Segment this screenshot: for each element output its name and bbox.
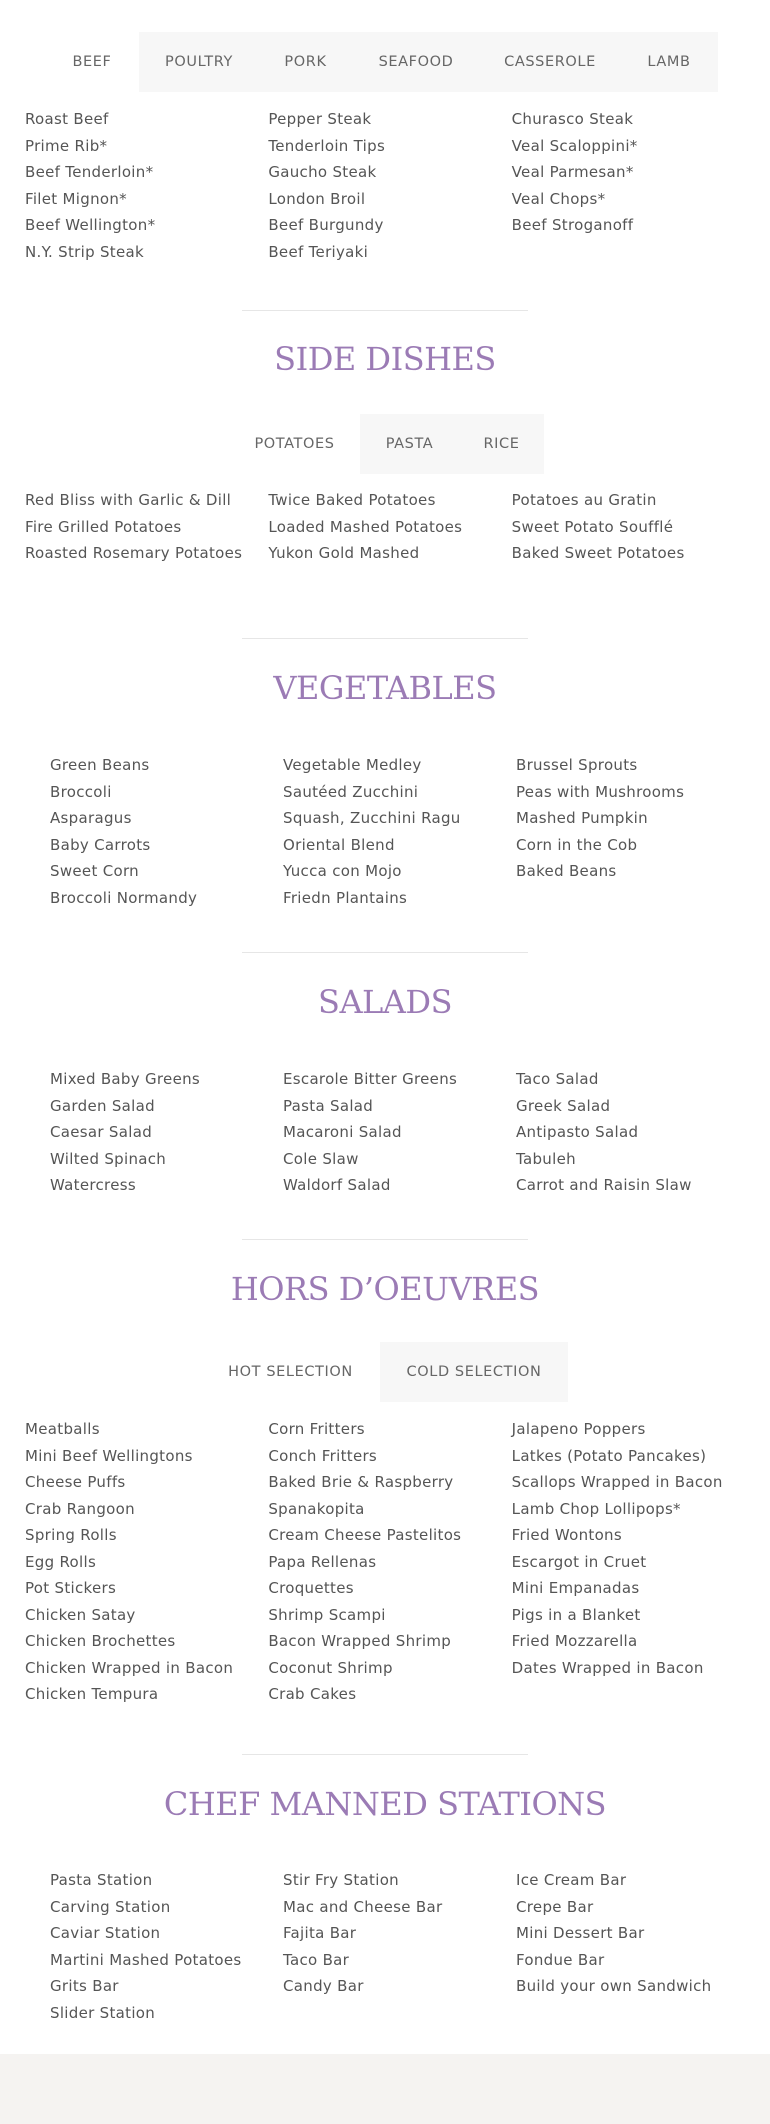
menu-item: Ice Cream Bar — [516, 1871, 627, 1889]
menu-item: Filet Mignon* — [25, 189, 127, 208]
menu-item: Mixed Baby Greens — [50, 1070, 201, 1088]
chef-stations-column-1 — [50, 1867, 283, 2026]
chef-stations-list — [50, 1867, 750, 2026]
menu-item: Yucca con Mojo — [283, 862, 402, 880]
menu-item: Egg Rolls — [25, 1552, 97, 1571]
menu-item: Veal Parmesan* — [511, 163, 634, 181]
menu-item: Antipasto Salad — [516, 1123, 639, 1141]
menu-item: Roast Beef — [25, 110, 109, 128]
menu-item: Candy Bar — [283, 1977, 364, 1995]
menu-item: Fondue Bar — [516, 1950, 605, 1969]
tab-poultry[interactable]: POULTRY — [139, 32, 259, 92]
tab-casserole[interactable]: CASSEROLE — [480, 32, 620, 92]
side-dishes-tabs — [229, 414, 544, 474]
menu-item: Broccoli — [50, 782, 112, 801]
section-divider — [242, 638, 528, 639]
menu-item: Green Beans — [50, 756, 150, 774]
menu-item: Baked Beans — [516, 862, 617, 880]
hors-doeuvres-column-2 — [268, 1416, 511, 1708]
salads-column-1 — [50, 1066, 283, 1199]
salads-column-3 — [516, 1066, 749, 1199]
menu-item: Crepe Bar — [516, 1897, 594, 1916]
menu-item: Peas with Mushrooms — [516, 782, 685, 801]
menu-item: Fire Grilled Potatoes — [25, 517, 182, 536]
side-dishes-list — [25, 487, 755, 567]
menu-item: Beef Tenderloin* — [25, 163, 154, 181]
menu-item: Potatoes au Gratin — [511, 491, 657, 509]
hors-doeuvres-tabs — [201, 1342, 568, 1402]
menu-item: Caesar Salad — [50, 1123, 153, 1141]
vegetables-column-3 — [516, 752, 749, 911]
menu-item: Pepper Steak — [268, 110, 372, 128]
tab-seafood[interactable]: SEAFOOD — [352, 32, 480, 92]
menu-item: Greek Salad — [516, 1096, 611, 1115]
menu-item: Macaroni Salad — [283, 1123, 402, 1141]
menu-item: Carrot and Raisin Slaw — [516, 1176, 692, 1194]
menu-item: Sautéed Zucchini — [283, 782, 419, 801]
menu-item: Pasta Salad — [283, 1096, 374, 1115]
menu-item: Papa Rellenas — [268, 1552, 377, 1571]
menu-item: Beef Burgundy — [268, 216, 384, 234]
menu-item: Cream Cheese Pastelitos — [268, 1526, 462, 1544]
menu-item: Beef Teriyaki — [268, 242, 369, 261]
menu-item: Veal Chops* — [511, 189, 606, 208]
section-divider — [242, 1239, 528, 1240]
side-dishes-column-1 — [25, 487, 268, 567]
menu-item: Loaded Mashed Potatoes — [268, 517, 463, 536]
salads-list — [50, 1066, 750, 1199]
menu-item: Martini Mashed Potatoes — [50, 1950, 242, 1969]
menu-item: Cheese Puffs — [25, 1473, 126, 1491]
menu-item: N.Y. Strip Steak — [25, 242, 144, 261]
menu-item: Sweet Potato Soufflé — [511, 517, 674, 536]
menu-item: Slider Station — [50, 2003, 156, 2022]
menu-item: Baby Carrots — [50, 835, 151, 854]
menu-item: Taco Bar — [283, 1950, 350, 1969]
menu-item: London Broil — [268, 189, 366, 208]
menu-item: Gaucho Steak — [268, 163, 377, 181]
vegetables-column-1 — [50, 752, 283, 911]
tab-hot-selection[interactable]: HOT SELECTION — [201, 1342, 380, 1402]
menu-item: Conch Fritters — [268, 1446, 378, 1465]
menu-item: Baked Brie & Raspberry — [268, 1473, 454, 1491]
menu-item: Pot Stickers — [25, 1579, 117, 1597]
hors-doeuvres-title: HORS D’OEUVRES — [230, 1270, 540, 1308]
menu-item: Jalapeno Poppers — [511, 1420, 646, 1438]
menu-item: Tenderloin Tips — [268, 136, 386, 155]
tab-potatoes[interactable]: POTATOES — [229, 414, 360, 474]
tab-pork[interactable]: PORK — [259, 32, 352, 92]
vegetables-title: VEGETABLES — [273, 669, 497, 707]
menu-item: Latkes (Potato Pancakes) — [511, 1446, 707, 1465]
menu-item: Chicken Wrapped in Bacon — [25, 1658, 234, 1677]
menu-item: Escargot in Cruet — [511, 1552, 647, 1571]
section-divider — [242, 310, 528, 311]
menu-item: Lamb Chop Lollipops* — [511, 1499, 681, 1518]
menu-item: Carving Station — [50, 1897, 171, 1916]
menu-item: Meatballs — [25, 1420, 100, 1438]
tab-rice[interactable]: RICE — [459, 414, 544, 474]
beef-column-3 — [512, 106, 755, 265]
menu-item: Prime Rib* — [25, 136, 108, 155]
menu-item: Spanakopita — [268, 1499, 365, 1518]
beef-column-1 — [25, 106, 268, 265]
menu-item: Fried Wontons — [511, 1526, 622, 1544]
menu-item: Fried Mozzarella — [511, 1632, 638, 1650]
chef-stations-column-2 — [283, 1867, 516, 2026]
menu-item: Fajita Bar — [283, 1924, 357, 1942]
menu-item: Garden Salad — [50, 1096, 155, 1115]
menu-item: Build your own Sandwich — [516, 1977, 712, 1995]
menu-item: Caviar Station — [50, 1924, 161, 1942]
chef-stations-title: CHEF MANNED STATIONS — [163, 1785, 607, 1823]
section-divider — [242, 952, 528, 953]
side-dishes-column-2 — [268, 487, 511, 567]
menu-item: Spring Rolls — [25, 1526, 117, 1544]
beef-tabs — [45, 32, 718, 92]
menu-item: Squash, Zucchini Ragu — [283, 809, 461, 827]
menu-item: Coconut Shrimp — [268, 1658, 393, 1677]
menu-item: Taco Salad — [516, 1070, 599, 1088]
beef-list — [25, 106, 755, 265]
menu-item: Corn Fritters — [268, 1420, 365, 1438]
menu-item: Beef Wellington* — [25, 216, 156, 234]
hors-doeuvres-list — [25, 1416, 755, 1708]
menu-item: Pasta Station — [50, 1871, 153, 1889]
menu-item: Friedn Plantains — [283, 888, 408, 907]
beef-column-2 — [268, 106, 511, 265]
menu-item: Brussel Sprouts — [516, 756, 638, 774]
menu-item: Tabuleh — [516, 1149, 576, 1168]
menu-item: Bacon Wrapped Shrimp — [268, 1632, 452, 1650]
menu-item: Red Bliss with Garlic & Dill — [25, 491, 232, 509]
menu-item: Veal Scaloppini* — [511, 136, 638, 155]
menu-item: Vegetable Medley — [283, 756, 422, 774]
menu-item: Churasco Steak — [511, 110, 634, 128]
side-dishes-title: SIDE DISHES — [274, 340, 496, 378]
menu-item: Mini Dessert Bar — [516, 1924, 645, 1942]
menu-item: Chicken Brochettes — [25, 1632, 176, 1650]
menu-item: Twice Baked Potatoes — [268, 491, 436, 509]
menu-item: Roasted Rosemary Potatoes — [25, 544, 243, 562]
vegetables-column-2 — [283, 752, 516, 911]
menu-item: Mini Beef Wellingtons — [25, 1446, 193, 1465]
menu-item: Waldorf Salad — [283, 1176, 391, 1194]
menu-item: Mac and Cheese Bar — [283, 1897, 443, 1916]
hors-doeuvres-column-1 — [25, 1416, 268, 1708]
menu-item: Cole Slaw — [283, 1149, 359, 1168]
menu-item: Crab Rangoon — [25, 1499, 135, 1518]
menu-item: Watercress — [50, 1176, 136, 1194]
menu-item: Corn in the Cob — [516, 835, 638, 854]
menu-item: Wilted Spinach — [50, 1149, 167, 1168]
menu-item: Chicken Tempura — [25, 1685, 159, 1703]
menu-item: Mashed Pumpkin — [516, 809, 648, 827]
salads-column-2 — [283, 1066, 516, 1199]
hors-doeuvres-column-3 — [512, 1416, 755, 1708]
menu-item: Grits Bar — [50, 1977, 119, 1995]
menu-item: Chicken Satay — [25, 1605, 136, 1624]
tab-cold-selection[interactable]: COLD SELECTION — [380, 1342, 568, 1402]
menu-item: Escarole Bitter Greens — [283, 1070, 458, 1088]
menu-item: Beef Stroganoff — [511, 216, 634, 234]
menu-item: Stir Fry Station — [283, 1871, 399, 1889]
menu-item: Asparagus — [50, 809, 132, 827]
menu-item: Crab Cakes — [268, 1685, 357, 1703]
tab-lamb[interactable]: LAMB — [620, 32, 718, 92]
menu-item: Sweet Corn — [50, 862, 139, 880]
menu-item: Oriental Blend — [283, 835, 395, 854]
menu-item: Croquettes — [268, 1579, 354, 1597]
menu-item: Scallops Wrapped in Bacon — [511, 1473, 723, 1491]
menu-item: Shrimp Scampi — [268, 1605, 386, 1624]
menu-item: Pigs in a Blanket — [511, 1605, 641, 1624]
chef-stations-column-3 — [516, 1867, 749, 2026]
salads-title: SALADS — [318, 983, 452, 1021]
tab-pasta[interactable]: PASTA — [360, 414, 459, 474]
tab-beef[interactable]: BEEF — [45, 32, 139, 92]
menu-item: Dates Wrapped in Bacon — [511, 1658, 704, 1677]
menu-item: Baked Sweet Potatoes — [511, 544, 685, 562]
vegetables-list — [50, 752, 750, 911]
footer-band — [0, 2054, 770, 2124]
side-dishes-column-3 — [512, 487, 755, 567]
menu-item: Broccoli Normandy — [50, 888, 198, 907]
section-divider — [242, 1754, 528, 1755]
menu-item: Yukon Gold Mashed — [268, 544, 420, 562]
menu-item: Mini Empanadas — [511, 1579, 640, 1597]
